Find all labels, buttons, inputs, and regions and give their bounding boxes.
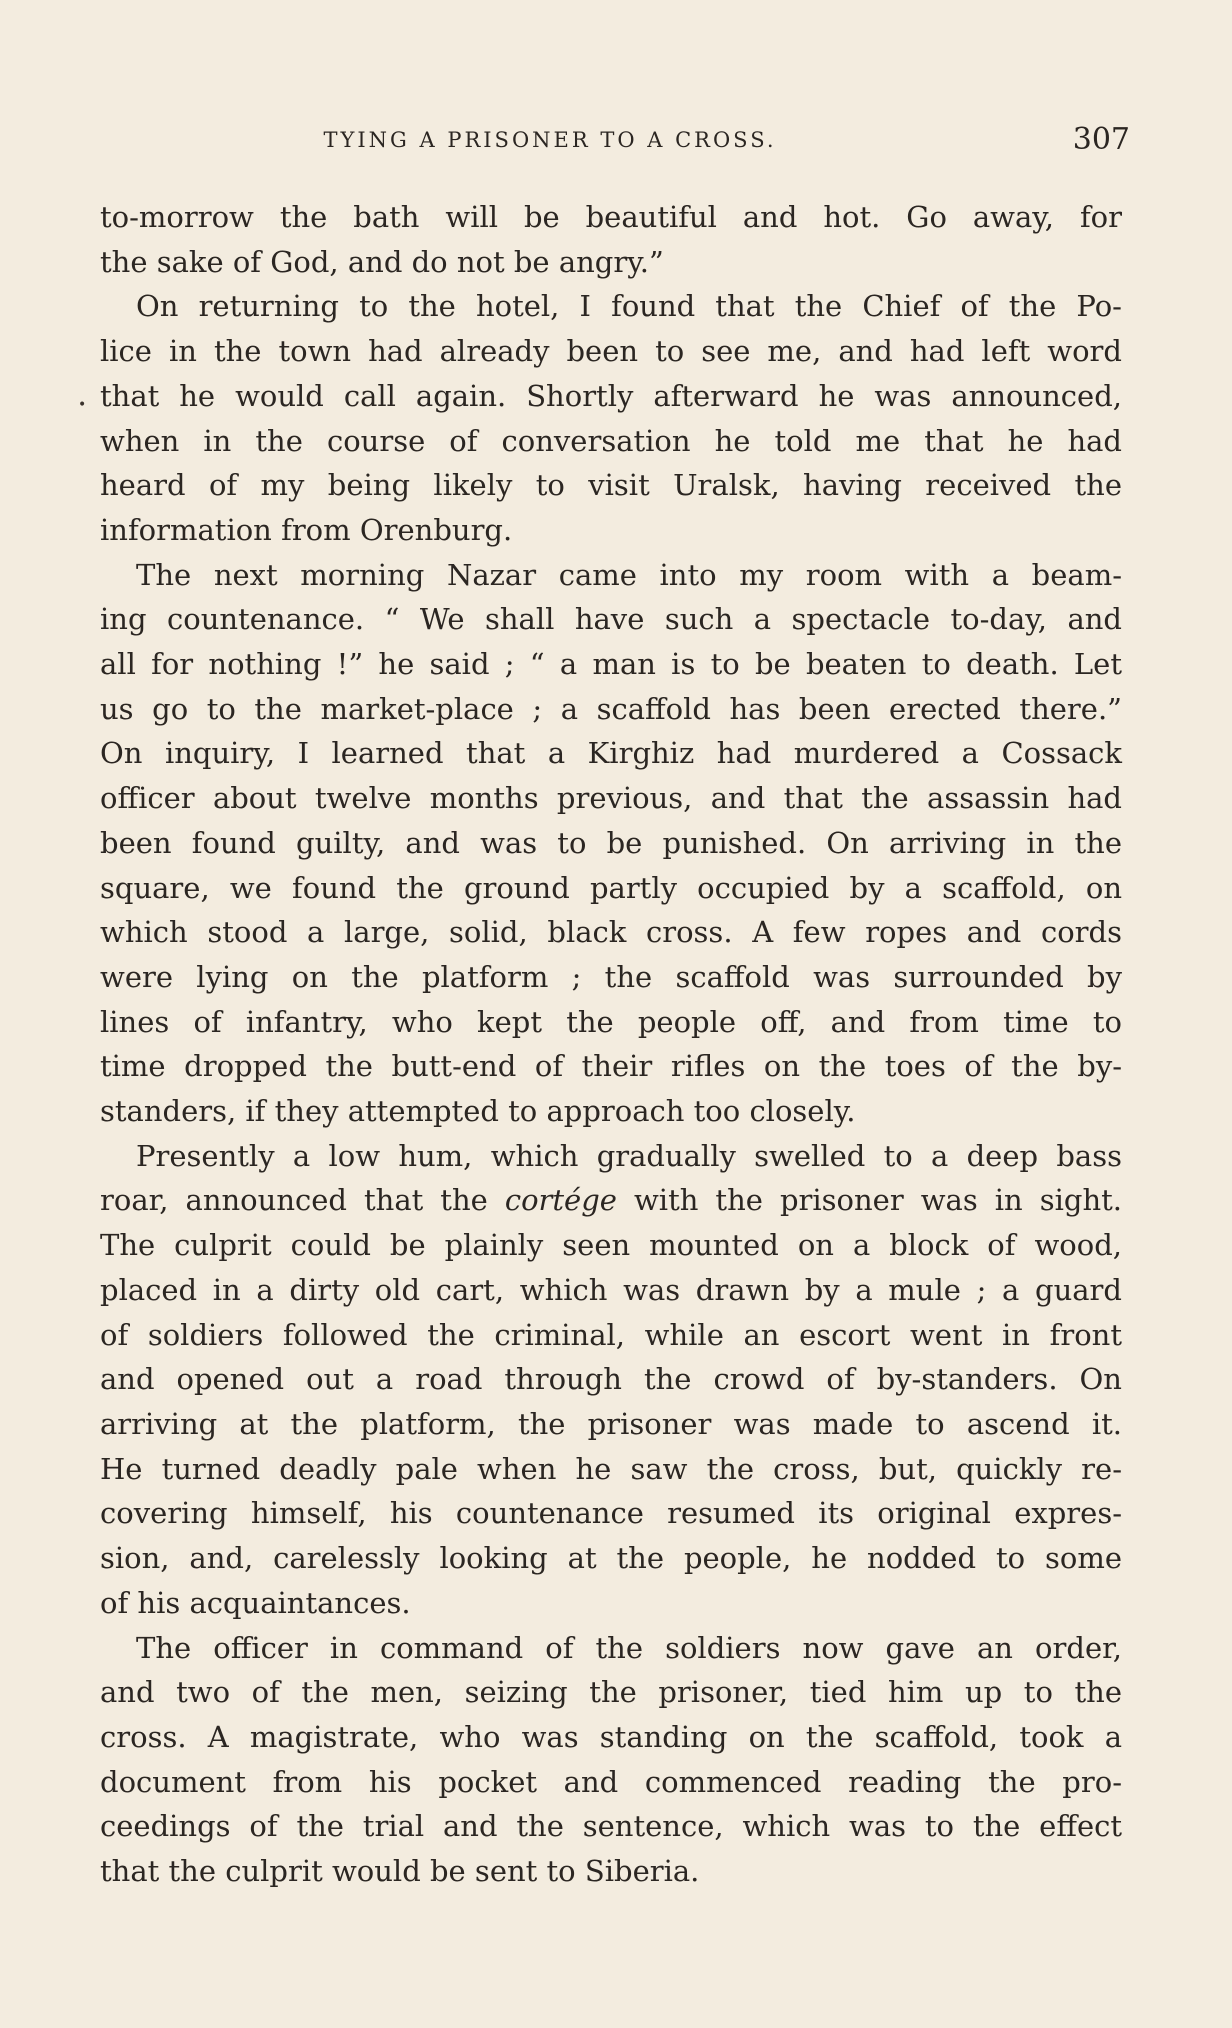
text-line: heard of my being likely to visit Uralsk, having received the <box>100 468 1122 503</box>
text-line: square, we found the ground partly occupied by a scaffold, on <box>100 870 1122 905</box>
text-line: On inquiry, I learned that a Kirghiz had murdered a Cossack <box>100 736 1122 771</box>
text-line: all for nothing !” he said ; “ a man is to be beaten to death. Let <box>100 647 1122 682</box>
text-line: us go to the market-place ; a scaffold has been erected there.” <box>100 691 1122 726</box>
text-line: Presently a low hum, which gradually swelled to a deep bass <box>136 1138 1122 1173</box>
text-line: the sake of God, and do not be angry.” <box>100 244 664 279</box>
text-line <box>100 1178 1122 1223</box>
text-line: when in the course of conversation he told me that he had <box>100 423 1122 458</box>
text-line: were lying on the platform ; the scaffold was surrounded by <box>100 959 1122 994</box>
text-line: information from Orenburg. <box>100 512 513 547</box>
text-line: lines of infantry, who kept the people off, and from time to <box>100 1004 1122 1039</box>
text-run: roar, announced that the <box>100 1183 505 1218</box>
text-line: standers, if they attempted to approach too closely. <box>100 1094 856 1129</box>
text-line: The next morning Nazar came into my room with a beam- <box>136 557 1122 592</box>
running-title: TYING A PRISONER TO A CROSS. <box>323 128 777 152</box>
text-line: document from his pocket and commenced reading the pro- <box>100 1764 1122 1799</box>
paragraph <box>100 553 1122 1134</box>
text-line: On returning to the hotel, I found that the Chief of the Po- <box>136 289 1122 324</box>
paragraph <box>100 195 1122 284</box>
text-line: cross. A magistrate, who was standing on the scaffold, took a <box>100 1719 1122 1754</box>
text-line: The officer in command of the soldiers now gave an order, <box>136 1630 1122 1665</box>
text-line: been found guilty, and was to be punished. On arriving in the <box>100 825 1122 860</box>
text-line: placed in a dirty old cart, which was drawn by a mule ; a guard <box>100 1272 1122 1307</box>
text-line: The culprit could be plainly seen mounted on a block of wood, <box>100 1228 1122 1263</box>
text-line: sion, and, carelessly looking at the people, he nodded to some <box>100 1541 1122 1576</box>
text-line: and two of the men, seizing the prisoner, tied him up to the <box>100 1675 1122 1710</box>
text-line: ing countenance. “ We shall have such a spectacle to-day, and <box>100 602 1122 637</box>
text-line: lice in the town had already been to see me, and had left word <box>100 334 1122 369</box>
body-text <box>100 195 1122 1894</box>
text-line: and opened out a road through the crowd of by-standers. On <box>100 1362 1122 1397</box>
running-head <box>100 120 1130 160</box>
text-line: which stood a large, solid, black cross. A few ropes and cords <box>100 915 1122 950</box>
text-line: of his acquaintances. <box>100 1585 411 1620</box>
margin-mark: • <box>78 397 87 413</box>
text-line: officer about twelve months previous, and that the assassin had <box>100 781 1122 816</box>
text-line: He turned deadly pale when he saw the cross, but, quickly re- <box>100 1451 1122 1486</box>
text-line: of soldiers followed the criminal, while an escort went in front <box>100 1317 1122 1352</box>
text-run: with the prisoner was in sight. <box>616 1183 1122 1218</box>
paragraph <box>100 284 1122 552</box>
paragraph <box>100 1626 1122 1894</box>
paragraph <box>100 1134 1122 1626</box>
page-number: 307 <box>1072 122 1130 157</box>
text-line: that he would call again. Shortly afterward he was announced, <box>100 378 1122 413</box>
text-line: time dropped the butt-end of their rifles on the toes of the by- <box>100 1049 1122 1084</box>
italic-word: cortége <box>504 1183 617 1218</box>
text-line: to-morrow the bath will be beautiful and hot. Go away, for <box>100 200 1122 234</box>
text-line: that the culprit would be sent to Siberia. <box>100 1854 700 1889</box>
text-line: ceedings of the trial and the sentence, which was to the effect <box>100 1809 1122 1844</box>
text-line: arriving at the platform, the prisoner was made to ascend it. <box>100 1406 1122 1441</box>
text-line: covering himself, his countenance resumed its original expres- <box>100 1496 1122 1531</box>
